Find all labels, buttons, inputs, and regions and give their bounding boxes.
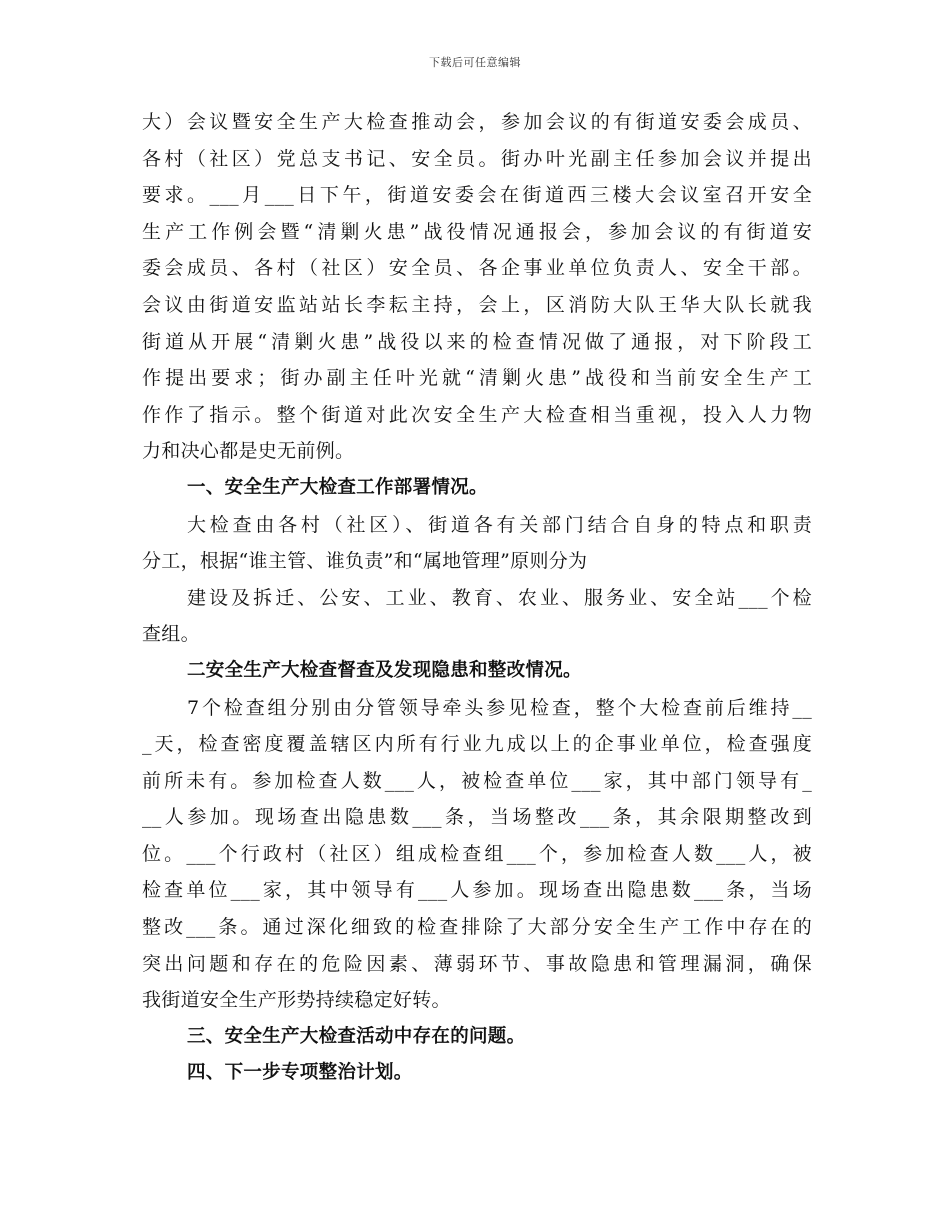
- section-heading-2: 二安全生产大检查督查及发现隐患和整改情况。: [187, 659, 582, 681]
- paragraph-line: 前所未有。参加检查人数___人，被检查单位___家，其中部门领导有_: [142, 769, 812, 792]
- page-header: 下载后可任意编辑: [429, 56, 521, 69]
- paragraph-line: 委会成员、各村（社区）安全员、各企事业单位负责人、安全干部。: [142, 257, 812, 280]
- paragraph-line: 分工，根据“谁主管、谁负责”和“属地管理”原则分为: [142, 550, 588, 573]
- paragraph-line: 要求。___月___日下午，街道安委会在街道西三楼大会议室召开安全: [142, 184, 812, 207]
- paragraph-line: 大）会议暨安全生产大检查推动会，参加会议的有街道安委会成员、: [142, 111, 812, 133]
- paragraph-line: 生产工作例会暨“清剿火患”战役情况通报会，参加会议的有街道安: [142, 220, 812, 243]
- paragraph-line: 大检查由各村（社区）、街道各有关部门结合自身的特点和职责: [187, 513, 812, 536]
- paragraph-line: _天，检查密度覆盖辖区内所有行业九成以上的企事业单位，检查强度: [142, 733, 812, 756]
- paragraph-line: 会议由街道安监站站长李耘主持，会上，区消防大队王华大队长就我: [142, 293, 812, 316]
- paragraph-meeting-summary: [142, 104, 812, 470]
- paragraph-line: 各村（社区）党总支书记、安全员。街办叶光副主任参加会议并提出: [142, 147, 812, 170]
- section-heading-4: 四、下一步专项整治计划。: [187, 1062, 413, 1084]
- paragraph-inspection-groups: [142, 580, 812, 653]
- section-heading-1: 一、安全生产大检查工作部署情况。: [187, 476, 488, 498]
- paragraph-inspection-results: [142, 690, 812, 1019]
- paragraph-line: 建设及拆迁、公安、工业、教育、农业、服务业、安全站___个检: [187, 586, 812, 609]
- paragraph-line: __人参加。现场查出隐患数___条，当场整改___条，其余限期整改到: [142, 806, 812, 829]
- paragraph-line: 我街道安全生产形势持续稳定好转。: [142, 989, 451, 1012]
- paragraph-line: 检查单位___家，其中领导有___人参加。现场查出隐患数___条，当场: [142, 879, 812, 902]
- paragraph-line: 力和决心都是史无前例。: [142, 440, 355, 463]
- paragraph-line: 突出问题和存在的危险因素、薄弱环节、事故隐患和管理漏洞，确保: [142, 952, 812, 975]
- paragraph-line: 作作了指示。整个街道对此次安全生产大检查相当重视，投入人力物: [142, 403, 812, 426]
- paragraph-line: 整改___条。通过深化细致的检查排除了大部分安全生产工作中存在的: [142, 916, 812, 939]
- paragraph-line: 作提出要求；街办副主任叶光就“清剿火患”战役和当前安全生产工: [142, 367, 812, 390]
- paragraph-line: 7个检查组分别由分管领导牵头参见检查，整个大检查前后维持__: [187, 696, 812, 719]
- section-heading-3: 三、安全生产大检查活动中存在的问题。: [187, 1025, 526, 1047]
- paragraph-deployment: [142, 507, 812, 580]
- paragraph-line: 查组。: [142, 623, 200, 646]
- paragraph-line: 位。___个行政村（社区）组成检查组___个，参加检查人数___人，被: [142, 842, 812, 865]
- paragraph-line: 街道从开展“清剿火患”战役以来的检查情况做了通报，对下阶段工: [142, 330, 812, 353]
- document-body: [142, 104, 812, 1092]
